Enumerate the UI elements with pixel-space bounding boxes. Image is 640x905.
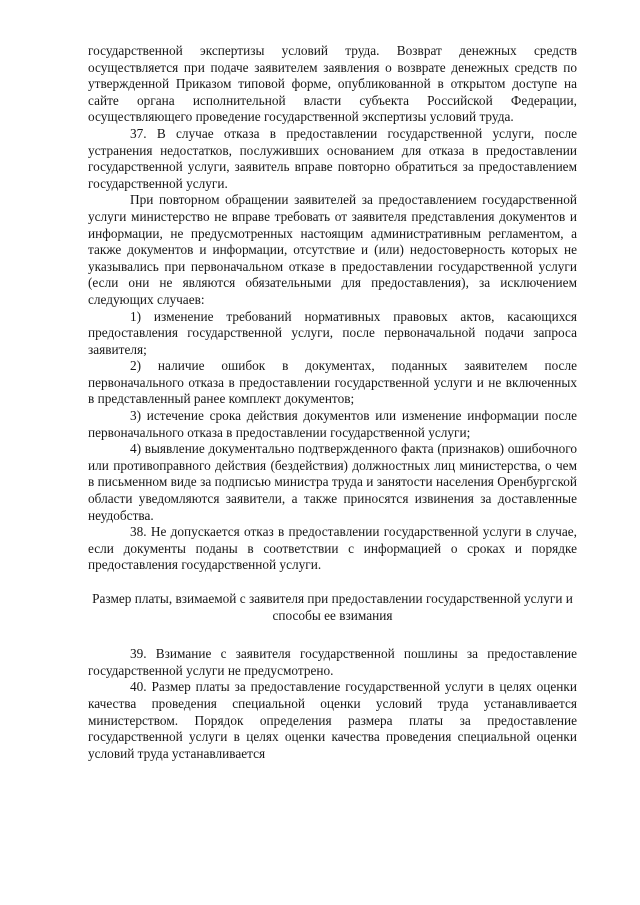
document-page [88, 43, 577, 762]
section-heading-fee: Размер платы, взимаемой с заявителя при предоставлении государственной услуги и способы ее взимания [92, 591, 573, 623]
list-item-4: 4) выявление документально подтвержденного факта (признаков) ошибочного или противоправного действия (бездействия) должностных лиц министерства, о чем в письменном виде за подписью министра труда и занятости населения Оренбургской области уведомляются заявители, а также приносятся извинения за доставленные неудобства. [88, 441, 577, 523]
paragraph-continuation-refund: государственной экспертизы условий труда. Возврат денежных средств осуществляется при подаче заявителем заявления о возврате денежных средств по утвержденной Приказом типовой форме, опубликованной в открытом доступе на сайте органа исполнительной власти субъекта Российской Федерации, осуществляющего проведение государственной экспертизы условий труда. [88, 43, 577, 125]
list-item-2: 2) наличие ошибок в документах, поданных заявителем после первоначального отказа в предоставлении государственной услуги и не включенных в представленный ранее комплект документов; [88, 358, 577, 407]
paragraph-40: 40. Размер платы за предоставление государственной услуги в целях оценки качества проведения специальной оценки условий труда устанавливается министерством. Порядок определения размера платы за предоставление государственной услуги в целях оценки качества проведения специальной оценки условий труда устанавливается [88, 679, 577, 761]
paragraph-39: 39. Взимание с заявителя государственной пошлины за предоставление государственной услуги не предусмотрено. [88, 646, 577, 678]
list-item-1: 1) изменение требований нормативных правовых актов, касающихся предоставления государственной услуги, после первоначальной подачи запроса заявителя; [88, 308, 577, 357]
paragraph-repeat-request: При повторном обращении заявителей за предоставлением государственной услуги министерство не вправе требовать от заявителя представления документов и информации, не предусмотренных настоящим административным регламентом, а также документов и информации, отсутствие и (или) недостоверность которых не указывались при первоначальном отказе в предоставлении государственной услуги (если они не являются обязательными для предоставления), за исключением следующих случаев: [88, 192, 577, 307]
paragraph-38: 38. Не допускается отказ в предоставлении государственной услуги в случае, если документы поданы в соответствии с информацией о сроках и порядке предоставления государственной услуги. [88, 524, 577, 573]
paragraph-37: 37. В случае отказа в предоставлении государственной услуги, после устранения недостатков, послуживших основанием для отказа в предоставлении государственной услуги, заявитель вправе повторно обратиться за предоставлением государственной услуги. [88, 125, 577, 191]
list-item-3: 3) истечение срока действия документов или изменение информации после первоначального отказа в предоставлении государственной услуги; [88, 408, 577, 440]
